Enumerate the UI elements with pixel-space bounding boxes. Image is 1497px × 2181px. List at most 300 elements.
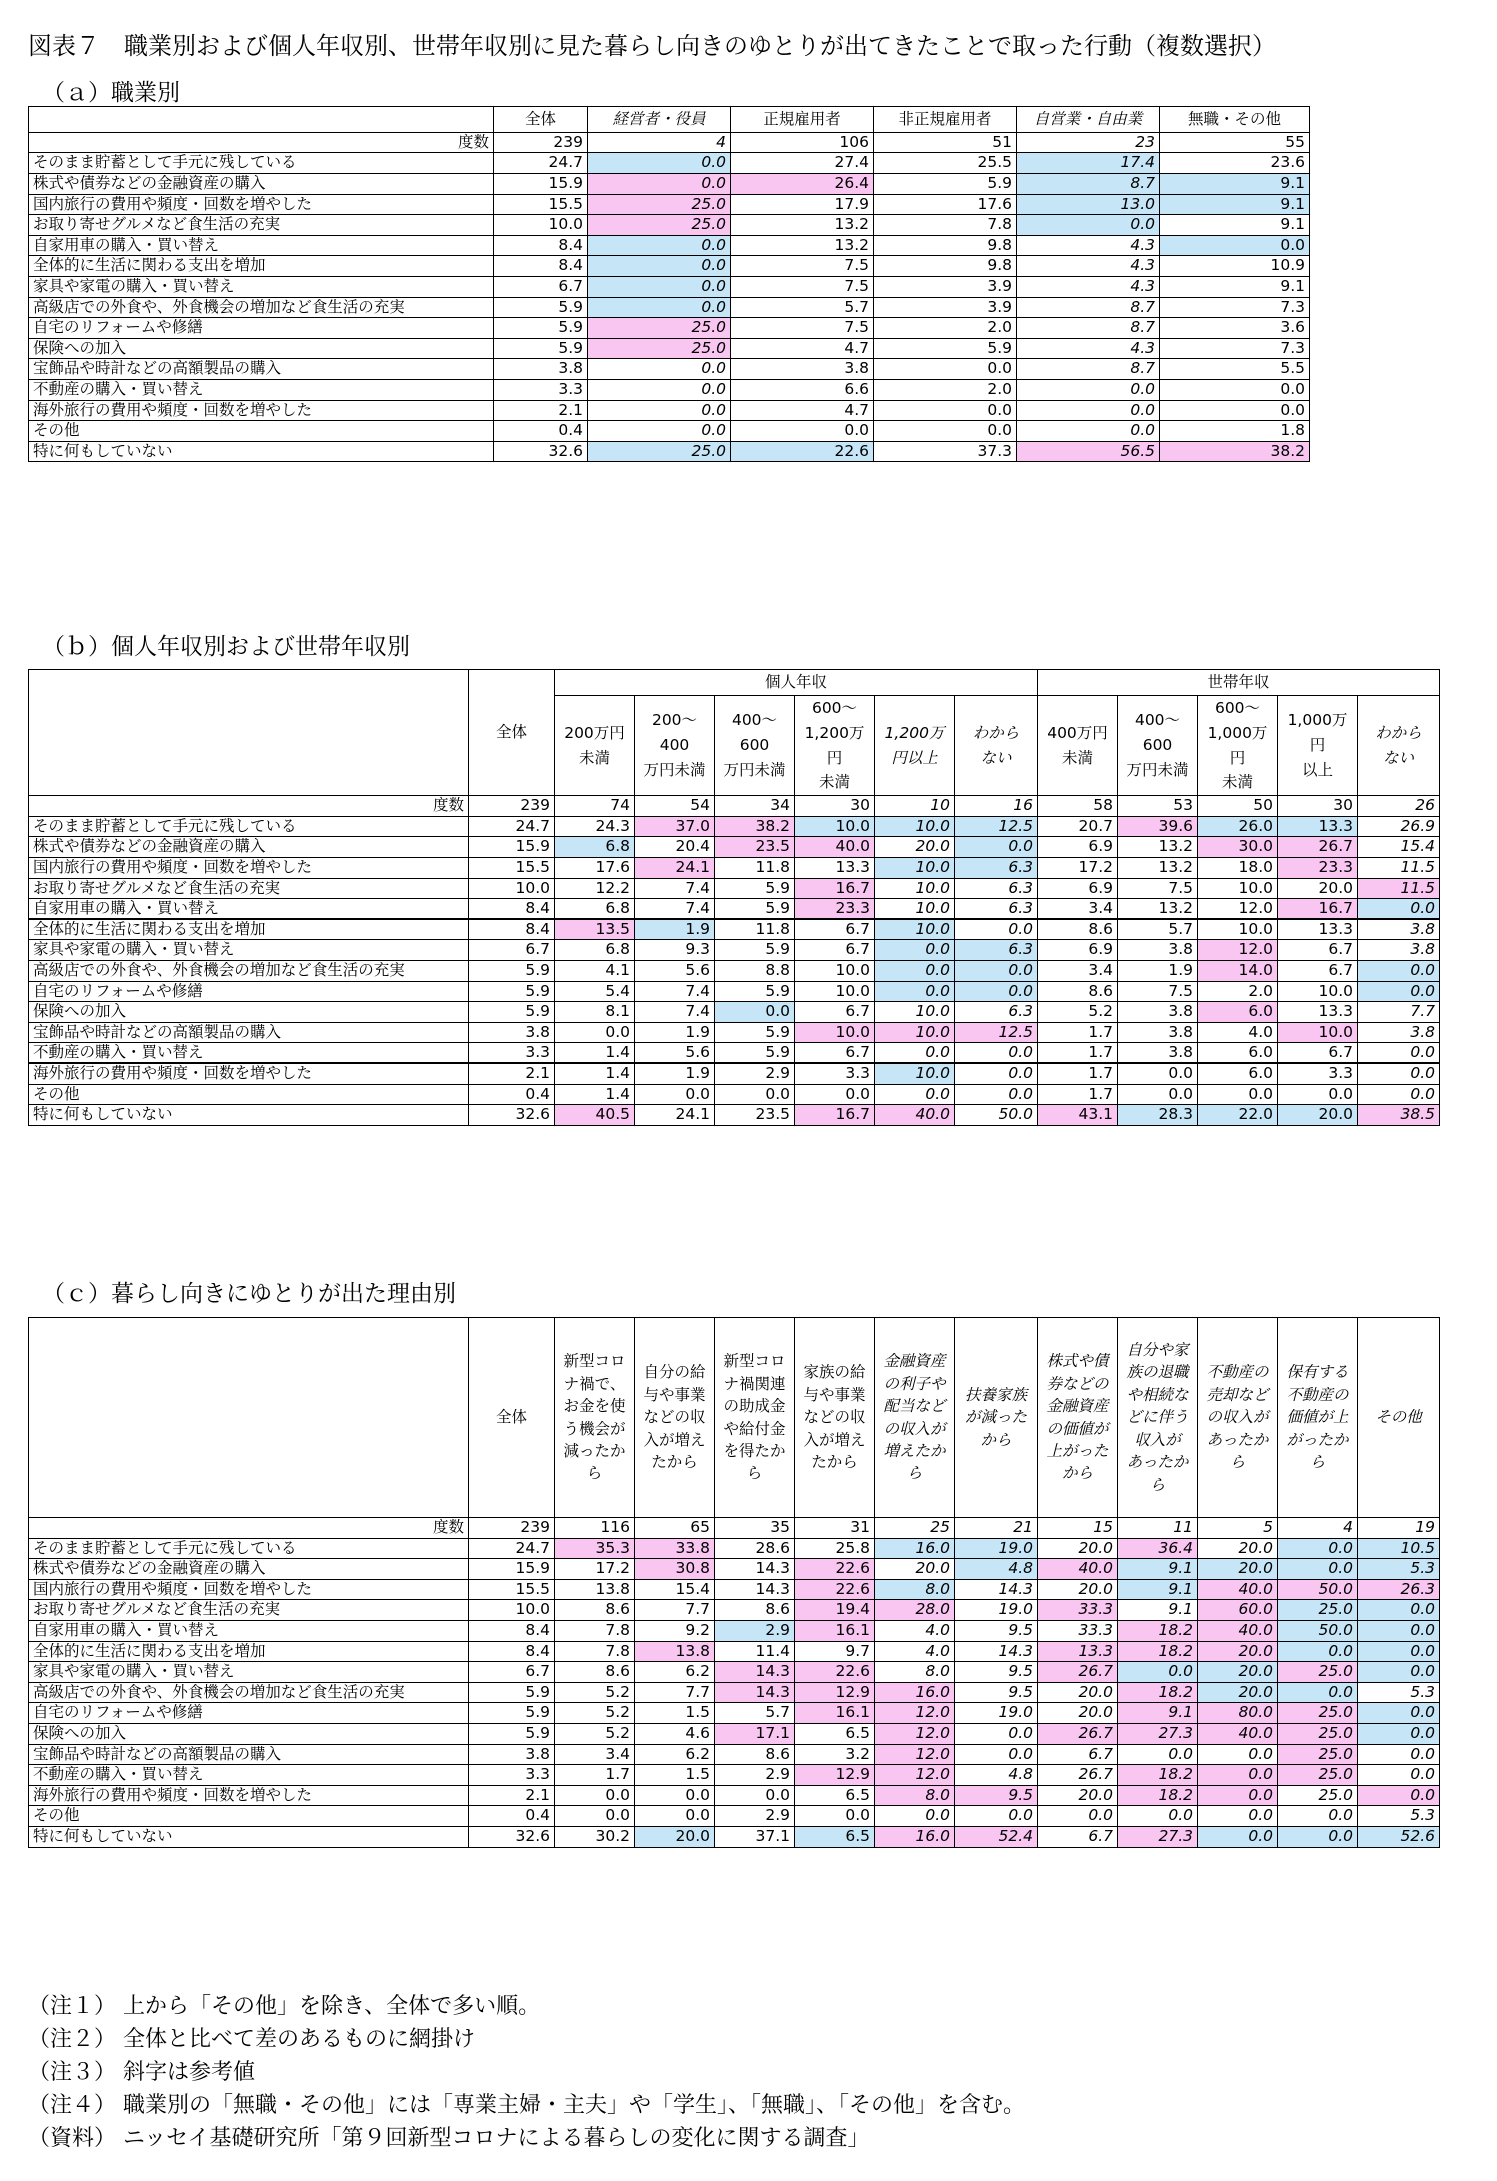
cell: 6.8 <box>555 899 635 920</box>
header-line: 増えたか <box>883 1441 946 1460</box>
table-row <box>29 816 1440 837</box>
cell: 3.8 <box>1118 1043 1198 1064</box>
header-line: 減ったか <box>563 1441 626 1460</box>
cell: 12.9 <box>795 1682 875 1703</box>
cell: 6.7 <box>1278 940 1358 961</box>
header-line: 保有する <box>1286 1363 1349 1382</box>
row-label: 特に何もしていない <box>29 1105 469 1126</box>
cell: 0.0 <box>955 1806 1038 1827</box>
header-line: ら <box>1149 1475 1166 1494</box>
cell: 10.0 <box>1278 1022 1358 1043</box>
cell: 7.5 <box>1118 981 1198 1002</box>
header-line: わから <box>1375 723 1422 742</box>
table-row <box>29 960 1440 981</box>
cell: 1.4 <box>555 1084 635 1105</box>
cell: 239 <box>469 796 555 817</box>
row-label: 家具や家電の購入・買い替え <box>29 276 494 297</box>
cell: 8.7 <box>1017 297 1160 318</box>
cell: 0.0 <box>588 359 731 380</box>
cell: 7.7 <box>635 1600 715 1621</box>
cell: 2.0 <box>874 379 1017 400</box>
header-line: 1,200万円 <box>804 723 865 767</box>
cell: 40.0 <box>1198 1620 1278 1641</box>
cell: 20.0 <box>1278 878 1358 899</box>
cell: 19.4 <box>795 1600 875 1621</box>
header-line: 家族の給 <box>803 1363 866 1382</box>
cell: 0.0 <box>1358 899 1440 920</box>
cell: 3.8 <box>1118 940 1198 961</box>
cell: 10.0 <box>875 878 955 899</box>
table-row <box>29 1723 1440 1744</box>
cell: 22.6 <box>795 1662 875 1683</box>
cell: 4.3 <box>1017 235 1160 256</box>
header-line: 円以上 <box>891 748 938 767</box>
row-label: 家具や家電の購入・買い替え <box>29 940 469 961</box>
cell: 7.5 <box>731 256 874 277</box>
cell: 26.7 <box>1038 1662 1118 1683</box>
cell: 3.8 <box>1118 1002 1198 1023</box>
cell: 13.3 <box>1038 1641 1118 1662</box>
cell: 6.7 <box>795 1002 875 1023</box>
cell: 16.0 <box>875 1826 955 1847</box>
cell: 23 <box>1017 132 1160 153</box>
cell: 26.7 <box>1278 837 1358 858</box>
header-line: の価値が <box>1046 1419 1109 1438</box>
cell: 13.5 <box>555 919 635 940</box>
cell: 0.0 <box>555 1806 635 1827</box>
column-header <box>555 696 635 796</box>
row-label: そのまま貯蓄として手元に残している <box>29 816 469 837</box>
header-line: 金融資産 <box>883 1352 946 1371</box>
cell: 3.8 <box>731 359 874 380</box>
cell: 6.9 <box>1038 940 1118 961</box>
cell: 30.0 <box>1198 837 1278 858</box>
cell: 12.0 <box>875 1765 955 1786</box>
row-label: 自家用車の購入・買い替え <box>29 235 494 256</box>
row-label: お取り寄せグルメなど食生活の充実 <box>29 1600 469 1621</box>
cell: 9.5 <box>955 1620 1038 1641</box>
cell: 9.2 <box>635 1620 715 1641</box>
cell: 18.2 <box>1118 1785 1198 1806</box>
cell: 12.0 <box>1198 940 1278 961</box>
cell: 20.0 <box>1038 1703 1118 1724</box>
cell: 12.5 <box>955 1022 1038 1043</box>
row-label: そのまま貯蓄として手元に残している <box>29 1538 469 1559</box>
cell: 17.9 <box>731 194 874 215</box>
cell: 19.0 <box>955 1703 1038 1724</box>
table-row <box>29 379 1310 400</box>
cell: 4.0 <box>875 1641 955 1662</box>
cell: 8.6 <box>1038 981 1118 1002</box>
row-label: 国内旅行の費用や頻度・回数を増やした <box>29 857 469 878</box>
cell: 26.3 <box>1358 1579 1440 1600</box>
cell: 5 <box>1198 1518 1278 1539</box>
header-line: 配当など <box>883 1397 946 1416</box>
cell: 3.8 <box>1118 1022 1198 1043</box>
cell: 7.4 <box>635 899 715 920</box>
cell: 9.5 <box>955 1785 1038 1806</box>
row-label: 度数 <box>29 132 494 153</box>
cell: 12.0 <box>875 1703 955 1724</box>
cell: 239 <box>469 1518 555 1539</box>
cell: 10.0 <box>875 1002 955 1023</box>
cell: 11.8 <box>715 857 795 878</box>
header-line: 扶養家族 <box>964 1385 1027 1404</box>
header-line: ナ禍関連 <box>723 1374 786 1393</box>
cell: 10.0 <box>1198 919 1278 940</box>
cell: 13.2 <box>1118 837 1198 858</box>
header-line: 不動産の <box>1206 1363 1269 1382</box>
cell: 13.2 <box>731 235 874 256</box>
header-line: たから <box>811 1453 858 1472</box>
header-row <box>29 107 1310 133</box>
cell: 40.0 <box>1198 1579 1278 1600</box>
cell: 1.4 <box>555 1063 635 1084</box>
cell: 0.0 <box>1118 1806 1198 1827</box>
cell: 38.2 <box>1160 441 1310 462</box>
cell: 1.9 <box>635 919 715 940</box>
cell: 0.0 <box>588 276 731 297</box>
row-label: 保険への加入 <box>29 1002 469 1023</box>
cell: 1.7 <box>555 1765 635 1786</box>
cell: 5.9 <box>715 940 795 961</box>
cell: 4.0 <box>875 1620 955 1641</box>
header-line: その他 <box>1375 1408 1422 1427</box>
cell: 0.0 <box>588 235 731 256</box>
cell: 50.0 <box>1278 1579 1358 1600</box>
cell: 7.8 <box>874 215 1017 236</box>
column-header: 全体 <box>469 670 555 796</box>
cell: 4 <box>588 132 731 153</box>
row-label: 高級店での外食や、外食機会の増加など食生活の充実 <box>29 297 494 318</box>
header-line: 未満 <box>578 748 610 767</box>
column-header: 全体 <box>469 1318 555 1518</box>
header-line: う機会が <box>563 1419 626 1438</box>
cell: 39.6 <box>1118 816 1198 837</box>
row-label: 不動産の購入・買い替え <box>29 1765 469 1786</box>
cell: 8.4 <box>469 899 555 920</box>
cell: 14.3 <box>715 1559 795 1580</box>
header-line: 新型コロ <box>563 1352 626 1371</box>
cell: 14.3 <box>715 1579 795 1600</box>
cell: 16.7 <box>1278 899 1358 920</box>
cell: 0.0 <box>1017 215 1160 236</box>
cell: 50.0 <box>1278 1620 1358 1641</box>
cell: 6.2 <box>635 1744 715 1765</box>
cell: 0.0 <box>588 173 731 194</box>
cell: 24.1 <box>635 1105 715 1126</box>
cell: 1.9 <box>635 1022 715 1043</box>
table-row <box>29 837 1440 858</box>
header-line: 入が増え <box>803 1430 866 1449</box>
cell: 1.5 <box>635 1703 715 1724</box>
cell: 16.7 <box>795 1105 875 1126</box>
row-label: 保険への加入 <box>29 1723 469 1744</box>
header-line: 券などの <box>1046 1374 1109 1393</box>
row-label: 不動産の購入・買い替え <box>29 379 494 400</box>
cell: 25.0 <box>1278 1662 1358 1683</box>
cell: 6.7 <box>1038 1826 1118 1847</box>
cell: 8.6 <box>555 1600 635 1621</box>
table-row <box>29 1806 1440 1827</box>
cell: 18.2 <box>1118 1765 1198 1786</box>
notes <box>28 1990 1025 2155</box>
cell: 0.0 <box>1118 1063 1198 1084</box>
figure-title: 図表７ 職業別および個人年収別、世帯年収別に見た暮らし向きのゆとりが出てきたことで取った行動（複数選択） <box>28 32 1276 60</box>
cell: 0.0 <box>1118 1084 1198 1105</box>
cell: 22.0 <box>1198 1105 1278 1126</box>
cell: 0.0 <box>588 400 731 421</box>
table-row <box>29 256 1310 277</box>
cell: 3.3 <box>795 1063 875 1084</box>
column-header <box>715 1318 795 1518</box>
cell: 5.9 <box>715 981 795 1002</box>
cell: 8.6 <box>715 1744 795 1765</box>
cell: 5.7 <box>1118 919 1198 940</box>
header-line: ない <box>980 748 1012 767</box>
cell: 74 <box>555 796 635 817</box>
cell: 30.2 <box>555 1826 635 1847</box>
header-line: たから <box>651 1453 698 1472</box>
cell: 12.0 <box>1198 899 1278 920</box>
row-label: 海外旅行の費用や頻度・回数を増やした <box>29 400 494 421</box>
cell: 32.6 <box>469 1105 555 1126</box>
count-row <box>29 132 1310 153</box>
header-line: 400～600 <box>731 711 778 755</box>
cell: 0.0 <box>875 981 955 1002</box>
cell: 2.9 <box>715 1765 795 1786</box>
cell: 5.3 <box>1358 1806 1440 1827</box>
count-row <box>29 1518 1440 1539</box>
cell: 16.0 <box>875 1538 955 1559</box>
cell: 0.0 <box>1358 981 1440 1002</box>
cell: 7.5 <box>1118 878 1198 899</box>
cell: 20.0 <box>1038 1682 1118 1703</box>
header-line: の収入が <box>883 1419 946 1438</box>
cell: 38.2 <box>715 816 795 837</box>
cell: 10 <box>875 796 955 817</box>
cell: 25.0 <box>588 441 731 462</box>
cell: 4.7 <box>731 338 874 359</box>
cell: 14.3 <box>955 1641 1038 1662</box>
cell: 6.0 <box>1198 1002 1278 1023</box>
cell: 20.0 <box>1278 1105 1358 1126</box>
cell: 52.4 <box>955 1826 1038 1847</box>
cell: 10.0 <box>494 215 588 236</box>
cell: 0.0 <box>731 421 874 442</box>
table-row <box>29 1063 1440 1084</box>
cell: 23.6 <box>1160 153 1310 174</box>
cell: 15.5 <box>494 194 588 215</box>
cell: 6.7 <box>469 940 555 961</box>
table-row <box>29 297 1310 318</box>
header-line: 万円未満 <box>1126 760 1189 779</box>
cell: 6.7 <box>1038 1744 1118 1765</box>
cell: 18.2 <box>1118 1620 1198 1641</box>
row-label: 全体的に生活に関わる支出を増加 <box>29 919 469 940</box>
cell: 10.0 <box>795 816 875 837</box>
cell: 33.8 <box>635 1538 715 1559</box>
cell: 8.8 <box>715 960 795 981</box>
cell: 3.8 <box>469 1744 555 1765</box>
cell: 116 <box>555 1518 635 1539</box>
column-header: 自営業・自由業 <box>1017 107 1160 133</box>
cell: 31 <box>795 1518 875 1539</box>
cell: 0.0 <box>1358 1063 1440 1084</box>
cell: 50.0 <box>955 1105 1038 1126</box>
cell: 53 <box>1118 796 1198 817</box>
cell: 14.3 <box>715 1682 795 1703</box>
column-header: 無職・その他 <box>1160 107 1310 133</box>
cell: 0.4 <box>469 1084 555 1105</box>
cell: 20.0 <box>1198 1682 1278 1703</box>
row-label: 全体的に生活に関わる支出を増加 <box>29 1641 469 1662</box>
row-label: 不動産の購入・買い替え <box>29 1043 469 1064</box>
cell: 0.0 <box>1358 1744 1440 1765</box>
cell: 8.0 <box>875 1579 955 1600</box>
cell: 2.1 <box>469 1063 555 1084</box>
cell: 24.7 <box>469 1538 555 1559</box>
cell: 15 <box>1038 1518 1118 1539</box>
cell: 10.0 <box>1278 981 1358 1002</box>
header-line: ら <box>586 1464 603 1483</box>
cell: 0.0 <box>874 400 1017 421</box>
row-label: お取り寄せグルメなど食生活の充実 <box>29 215 494 236</box>
cell: 20.0 <box>1038 1579 1118 1600</box>
table-row <box>29 919 1440 940</box>
cell: 0.0 <box>1160 235 1310 256</box>
cell: 9.8 <box>874 235 1017 256</box>
cell: 9.1 <box>1160 173 1310 194</box>
cell: 0.0 <box>874 421 1017 442</box>
cell: 0.0 <box>588 379 731 400</box>
cell: 19.0 <box>955 1600 1038 1621</box>
cell: 3.4 <box>1038 899 1118 920</box>
cell: 7.4 <box>635 981 715 1002</box>
cell: 0.0 <box>588 297 731 318</box>
cell: 26.0 <box>1198 816 1278 837</box>
cell: 55 <box>1160 132 1310 153</box>
cell: 3.8 <box>494 359 588 380</box>
column-header <box>555 1318 635 1518</box>
table-row <box>29 1662 1440 1683</box>
cell: 6.2 <box>635 1662 715 1683</box>
cell: 58 <box>1038 796 1118 817</box>
cell: 13.0 <box>1017 194 1160 215</box>
cell: 15.9 <box>469 1559 555 1580</box>
cell: 20.0 <box>1198 1538 1278 1559</box>
cell: 24.7 <box>494 153 588 174</box>
row-label: 自家用車の購入・買い替え <box>29 899 469 920</box>
cell: 14.0 <box>1198 960 1278 981</box>
cell: 0.0 <box>1358 1043 1440 1064</box>
cell: 17.6 <box>555 857 635 878</box>
header-line: 600～ <box>811 699 858 717</box>
column-header: 全体 <box>494 107 588 133</box>
cell: 37.3 <box>874 441 1017 462</box>
header-line: 族の退職 <box>1126 1363 1189 1382</box>
cell: 6.7 <box>795 1043 875 1064</box>
table-row <box>29 153 1310 174</box>
cell: 10.0 <box>875 1063 955 1084</box>
table-row <box>29 1022 1440 1043</box>
cell: 11.5 <box>1358 857 1440 878</box>
cell: 6.8 <box>555 940 635 961</box>
cell: 4.8 <box>955 1559 1038 1580</box>
header-line: や相続な <box>1126 1385 1189 1404</box>
header-line: を得たか <box>723 1441 786 1460</box>
cell: 5.4 <box>555 981 635 1002</box>
header-line: ら <box>1229 1453 1246 1472</box>
header-line: の収入が <box>1206 1408 1269 1427</box>
cell: 65 <box>635 1518 715 1539</box>
header-line: などの収 <box>803 1408 866 1427</box>
cell: 12.0 <box>875 1723 955 1744</box>
table-row <box>29 1043 1440 1064</box>
header-line: 与や事業 <box>803 1385 866 1404</box>
table-row <box>29 421 1310 442</box>
cell: 10.0 <box>795 981 875 1002</box>
header-line: わから <box>972 723 1020 742</box>
header-line: 未満 <box>1061 748 1093 767</box>
cell: 40.5 <box>555 1105 635 1126</box>
cell: 0.0 <box>874 359 1017 380</box>
column-header: 経営者・役員 <box>588 107 731 133</box>
cell: 20.7 <box>1038 816 1118 837</box>
cell: 5.9 <box>715 899 795 920</box>
cell: 5.9 <box>469 1703 555 1724</box>
cell: 25.0 <box>588 194 731 215</box>
cell: 26.4 <box>731 173 874 194</box>
cell: 8.0 <box>875 1662 955 1683</box>
cell: 0.0 <box>955 1744 1038 1765</box>
cell: 0.0 <box>1017 400 1160 421</box>
cell: 11.8 <box>715 919 795 940</box>
table-row <box>29 1765 1440 1786</box>
cell: 0.0 <box>1038 1806 1118 1827</box>
cell: 0.0 <box>955 1063 1038 1084</box>
cell: 15.9 <box>469 837 555 858</box>
table-row <box>29 1084 1440 1105</box>
header-line: 価値が上 <box>1286 1408 1349 1427</box>
cell: 5.9 <box>469 1723 555 1744</box>
cell: 25.0 <box>588 215 731 236</box>
cell: 7.7 <box>635 1682 715 1703</box>
note-1: （注１） 上から「その他」を除き、全体で多い順。 <box>28 1994 541 2019</box>
cell: 30 <box>1278 796 1358 817</box>
row-label: 宝飾品や時計などの高額製品の購入 <box>29 1744 469 1765</box>
cell: 0.0 <box>715 1002 795 1023</box>
cell: 0.0 <box>1358 1641 1440 1662</box>
cell: 13.2 <box>731 215 874 236</box>
cell: 15.9 <box>494 173 588 194</box>
table-row <box>29 940 1440 961</box>
cell: 6.0 <box>1198 1043 1278 1064</box>
cell: 28.6 <box>715 1538 795 1559</box>
table-by-occupation <box>28 106 1310 462</box>
cell: 8.7 <box>1017 173 1160 194</box>
table-row <box>29 1002 1440 1023</box>
header-line: 1,000万円 <box>1287 711 1348 755</box>
header-row <box>29 1318 1440 1518</box>
cell: 23.3 <box>1278 857 1358 878</box>
cell: 22.6 <box>795 1559 875 1580</box>
cell: 33.3 <box>1038 1600 1118 1621</box>
cell: 5.9 <box>469 981 555 1002</box>
column-header <box>715 696 795 796</box>
header-line: 未満 <box>1221 773 1253 792</box>
cell: 5.2 <box>555 1723 635 1744</box>
